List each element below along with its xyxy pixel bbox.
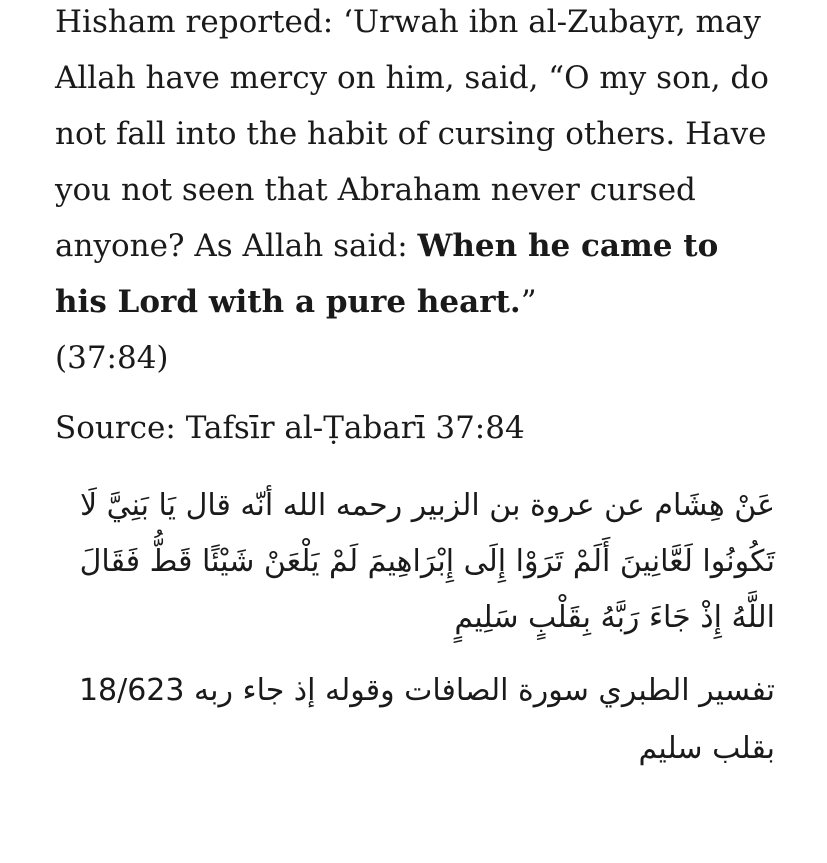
closing-quote-mark: ” xyxy=(520,284,537,320)
arabic-text: عَنْ هِشَام عن عروة بن الزبير رحمه الله أنّه قال يَا بَنِيَّ لَا تَكُونُوا لَعَّانِينَ أَلَمْ تَرَوْا إِلَى إِبْرَاهِيمَ لَمْ يَلْعَنْ شَيْئًا قَطُّ فَقَالَ اللَّهُ إِذْ جَاءَ رَبَّهُ بِقَلْبٍ سَلِيمٍ xyxy=(79,488,775,635)
verse-reference: (37:84) xyxy=(55,340,169,376)
english-intro: Hisham reported: ‘Urwah ibn al-Zubayr, may Allah have mercy on him, said, “O my son, do not fall into the habit of cursing others. Have you not seen that Abraham never cursed anyone? As Allah said: xyxy=(55,4,769,264)
arabic-source-citation: تفسير الطبري سورة الصافات وقوله إذ جاء ربه 18/623 بقلب سليم xyxy=(78,673,775,766)
quran-quote: When he came to his Lord with a pure heart. xyxy=(55,228,719,320)
hadith-page xyxy=(55,0,775,778)
source-citation: Source: Tafsīr al-Ṭabarī 37:84 xyxy=(55,410,525,446)
english-translation xyxy=(55,0,775,386)
